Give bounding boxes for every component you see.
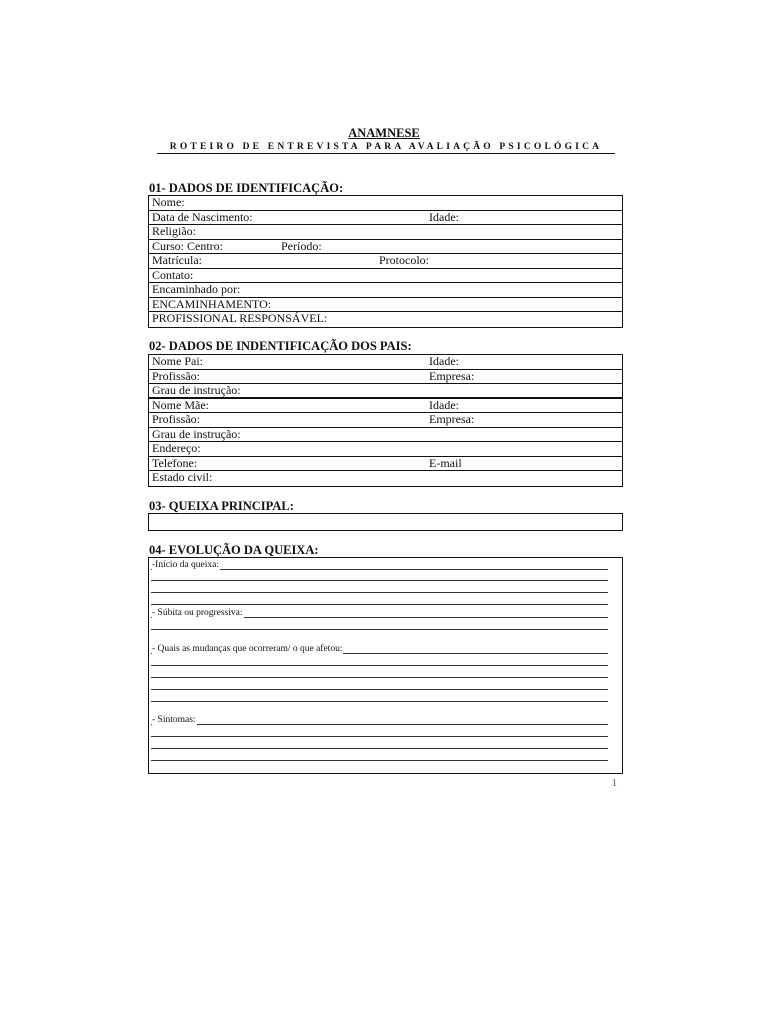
page-number: 1 — [612, 778, 617, 789]
field-grau-pai-label: Grau de instrução: — [152, 383, 241, 397]
answer-line[interactable] — [151, 677, 608, 678]
section-complaint-heading: 03- QUEIXA PRINCIPAL: — [149, 499, 294, 513]
answer-line[interactable] — [151, 701, 608, 702]
field-encaminhamento-label: ENCAMINHAMENTO: — [152, 296, 272, 311]
field-encaminhado-label: Encaminhado por: — [152, 282, 241, 296]
field-nascimento-label: Data de Nascimento: — [152, 209, 253, 224]
field-idade-pai-label: Idade: — [429, 354, 459, 368]
field-telefone[interactable] — [149, 457, 622, 472]
field-religiao[interactable] — [149, 225, 622, 240]
field-curso-label: Curso: Centro: — [152, 238, 223, 253]
field-endereco[interactable] — [149, 442, 622, 457]
field-endereco-label: Endereço: — [152, 441, 201, 455]
field-estado-civil[interactable] — [149, 471, 622, 486]
field-matricula-label: Matrícula: — [152, 253, 202, 267]
field-nome-mae[interactable] — [149, 399, 622, 414]
answer-line[interactable] — [151, 580, 608, 581]
answer-line[interactable] — [151, 724, 608, 725]
field-profissao-mae[interactable] — [149, 413, 622, 428]
section-identification-heading: 01- DADOS DE IDENTIFICAÇÃO: — [149, 181, 344, 195]
evolution-inicio-label: -Início da queixa: — [152, 560, 220, 570]
field-curso[interactable] — [149, 240, 622, 255]
field-protocolo-label: Protocolo: — [379, 253, 429, 267]
field-email-label: E-mail — [429, 455, 462, 470]
field-nome-pai[interactable] — [149, 355, 622, 370]
field-estado-civil-label: Estado civil: — [152, 470, 213, 484]
answer-line[interactable] — [151, 592, 608, 593]
field-nome-mae-label: Nome Mãe: — [152, 397, 209, 412]
field-matricula[interactable] — [149, 254, 622, 269]
field-idade-label: Idade: — [429, 209, 459, 224]
field-religiao-label: Religião: — [152, 224, 196, 238]
answer-line[interactable] — [151, 604, 608, 605]
field-profissional-label: PROFISSIONAL RESPONSÁVEL: — [152, 311, 328, 325]
field-nome[interactable] — [149, 196, 622, 211]
field-profissional[interactable] — [149, 312, 622, 327]
answer-line[interactable] — [151, 689, 608, 690]
answer-line[interactable] — [151, 760, 608, 761]
field-encaminhamento[interactable] — [149, 298, 622, 313]
field-nome-pai-label: Nome Pai: — [152, 354, 203, 368]
section-evolution-heading: 04- EVOLUÇÃO DA QUEIXA: — [149, 543, 319, 557]
field-contato[interactable] — [149, 269, 622, 284]
field-nascimento[interactable] — [149, 211, 622, 226]
field-nome-label: Nome: — [152, 195, 185, 209]
evolution-sintomas-label: - Sintomas: — [152, 715, 196, 725]
field-profissao-pai[interactable] — [149, 370, 622, 385]
document-subtitle: ROTEIRO DE ENTREVISTA PARA AVALIAÇÃO PSICOLÓGICA — [157, 141, 615, 154]
field-grau-mae[interactable] — [149, 428, 622, 443]
answer-line[interactable] — [151, 748, 608, 749]
parents-table — [148, 354, 623, 487]
field-empresa-pai-label: Empresa: — [429, 368, 475, 383]
complaint-field[interactable] — [148, 513, 623, 531]
field-contato-label: Contato: — [152, 267, 194, 282]
evolution-subita-label: - Súbita ou progressiva: — [152, 608, 243, 618]
identification-table — [148, 195, 623, 328]
field-telefone-label: Telefone: — [152, 455, 198, 470]
answer-line[interactable] — [151, 736, 608, 737]
field-grau-pai[interactable] — [149, 384, 622, 399]
field-encaminhado[interactable] — [149, 283, 622, 298]
field-periodo-label: Período: — [281, 238, 322, 253]
answer-line[interactable] — [151, 629, 608, 630]
section-parents-heading: 02- DADOS DE INDENTIFICAÇÃO DOS PAIS: — [149, 339, 412, 353]
field-idade-mae-label: Idade: — [429, 397, 459, 412]
answer-line[interactable] — [151, 665, 608, 666]
field-grau-mae-label: Grau de instrução: — [152, 426, 241, 441]
evolution-mudancas-label: - Quais as mudanças que ocorreram/ o que afetou: — [152, 644, 343, 654]
field-profissao-pai-label: Profissão: — [152, 368, 200, 383]
document-title: ANAMNESE — [348, 126, 420, 140]
field-empresa-mae-label: Empresa: — [429, 412, 475, 426]
field-profissao-mae-label: Profissão: — [152, 412, 200, 426]
